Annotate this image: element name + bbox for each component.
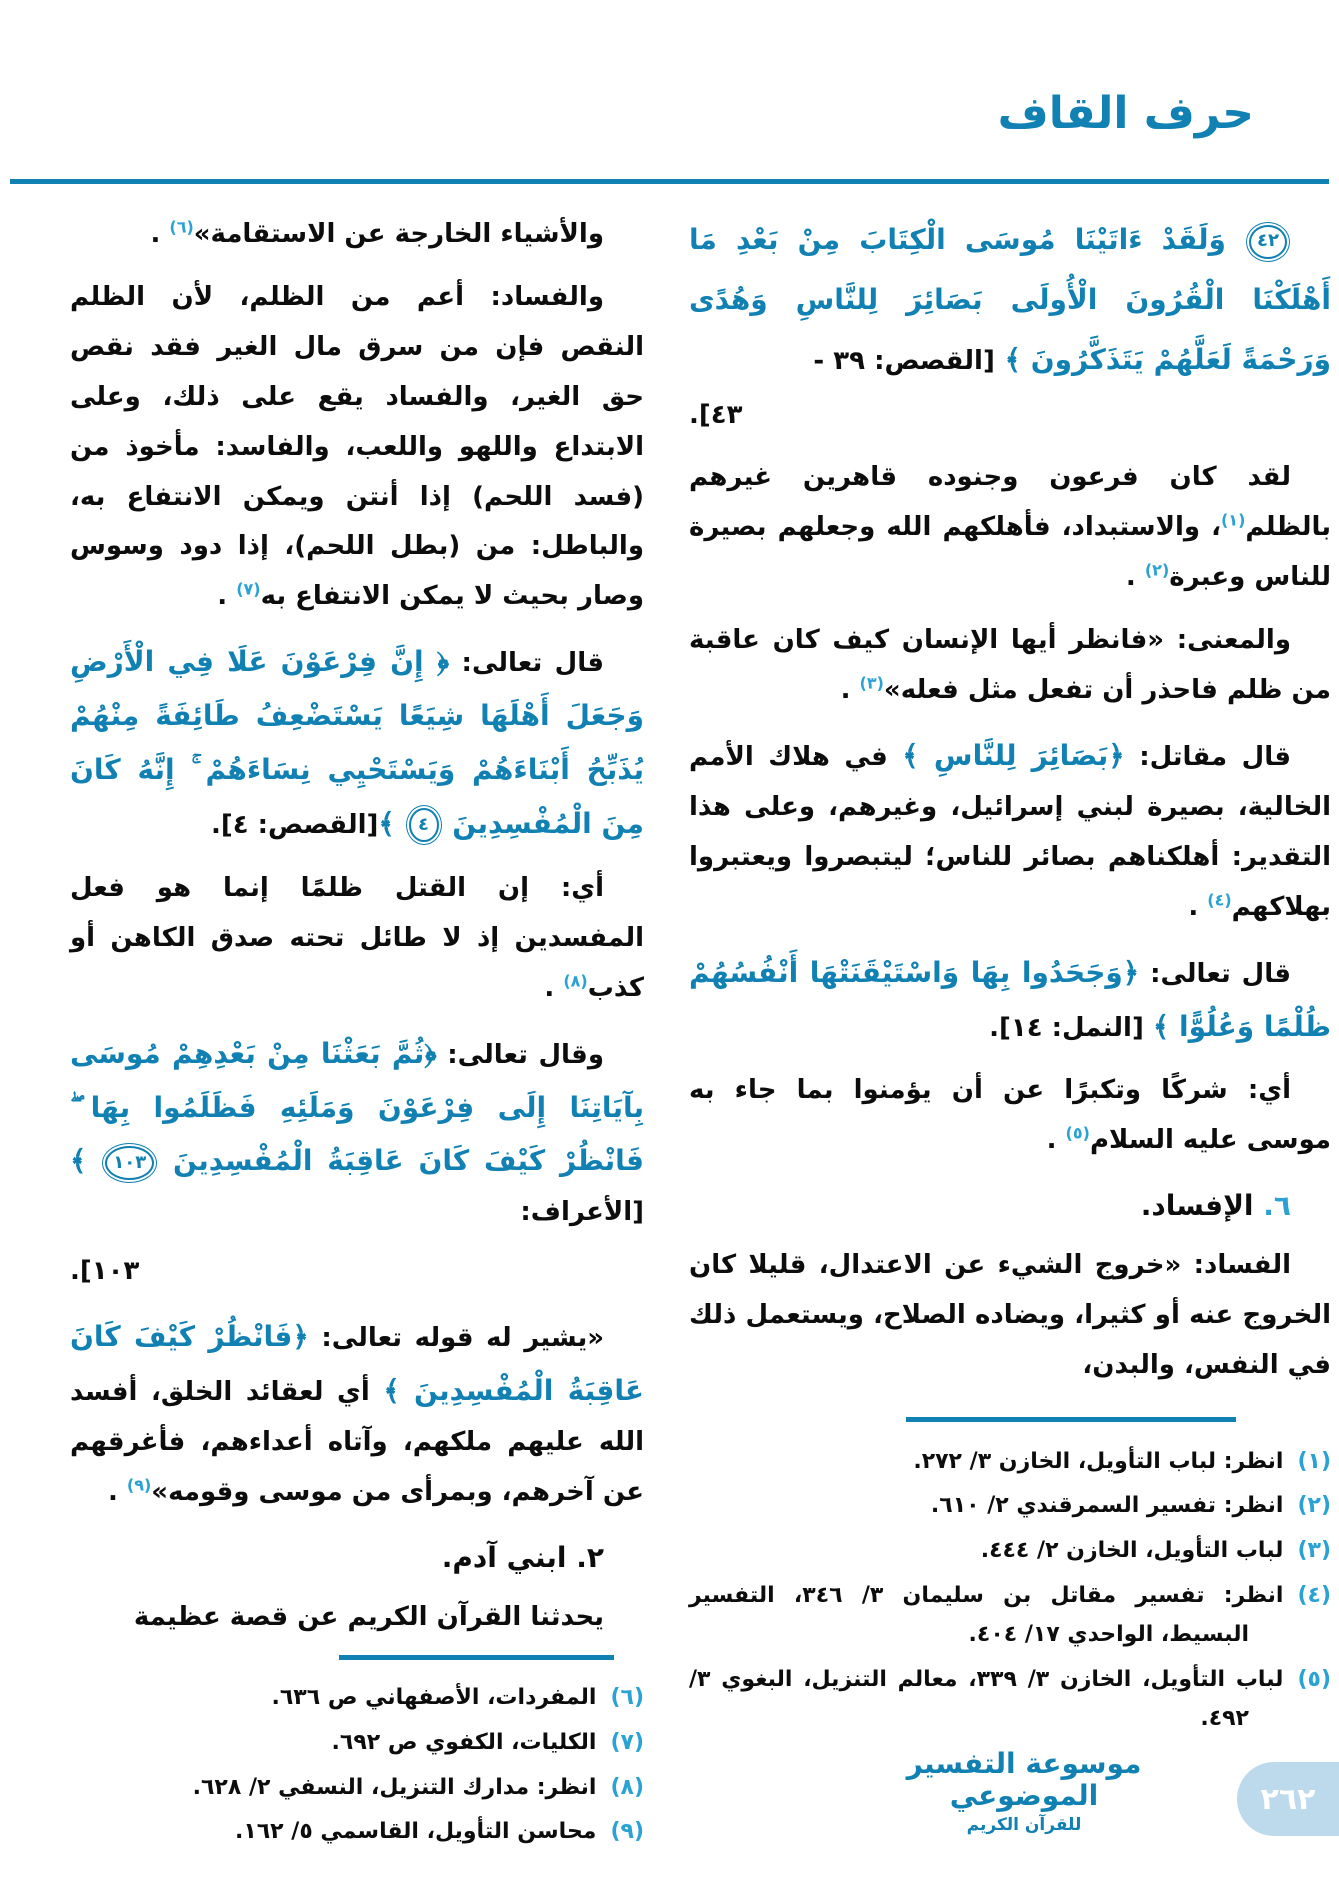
- body-text: .: [1046, 1125, 1066, 1156]
- column-left: [70, 210, 644, 1857]
- footnote: [689, 1660, 1331, 1739]
- body-text: في هلاك الأمم الخالية، بصيرة لبني إسرائيل، وغيرهم، وعلى هذا التقدير: أهلكناهم بصائر للناس؛ ليتبصروا ويعتبروا بهلاكهم: [689, 742, 1331, 922]
- body-text: «يشير له قوله تعالى:: [308, 1323, 605, 1354]
- verse-citation: [القصص: ٤].: [210, 809, 379, 840]
- paragraph: [689, 210, 1331, 391]
- footnote-ref: (٦): [169, 217, 194, 237]
- footnote-ref: (١): [1220, 510, 1246, 530]
- chapter-title: حرف القاف: [997, 88, 1254, 139]
- body-text: .: [544, 972, 564, 1003]
- footnote-ref: (٩): [126, 1475, 152, 1495]
- paragraph: [689, 616, 1331, 716]
- footnote-text: انظر: تفسير مقاتل بن سليمان ٣/ ٣٤٦، التفسير البسيط، الواحدي ١٧/ ٤٠٤.: [689, 1582, 1284, 1648]
- paragraph: [689, 729, 1331, 933]
- ayah-number-badge: ١٠٣: [105, 1146, 154, 1180]
- heading-number: ٦.: [1263, 1189, 1291, 1223]
- footnote-number: (١): [1297, 1448, 1331, 1474]
- footnote-ref: (٣): [859, 673, 884, 693]
- footnote: [689, 1576, 1331, 1655]
- page-number: ٢٦٢: [1260, 1781, 1316, 1817]
- footnote-text: المفردات، الأصفهاني ص ٦٣٦.: [271, 1685, 597, 1711]
- footnote-number: (٤): [1297, 1582, 1331, 1608]
- body-text: الإفساد.: [1140, 1189, 1264, 1223]
- body-text: .: [840, 675, 860, 706]
- section-heading: [70, 1531, 644, 1585]
- body-text: قال تعالى:: [449, 648, 604, 679]
- footnote-text: لباب التأويل، الخازن ٣/ ٣٣٩، معالم التنزيل، البغوي ٣/ ٤٩٢.: [689, 1666, 1284, 1732]
- verse-citation: ٤٣].: [689, 399, 743, 430]
- paragraph: [689, 453, 1331, 603]
- paragraph: [689, 1241, 1331, 1391]
- ayah-number-badge: ٤٢: [1249, 225, 1287, 259]
- body-text: .: [107, 1476, 127, 1507]
- footnote-text: انظر: مدارك التنزيل، النسفي ٢/ ٦٢٨.: [192, 1774, 597, 1800]
- footnote-number: (٦): [610, 1685, 644, 1711]
- column-right: [689, 210, 1331, 1744]
- paragraph: [70, 1593, 644, 1643]
- footnote-number: (٣): [1297, 1537, 1331, 1563]
- footnote-ref: (٧): [236, 579, 261, 599]
- publisher-logo-subtitle: للقرآن الكريم: [966, 1815, 1082, 1836]
- footnote-text: الكليات، الكفوي ص ٦٩٢.: [331, 1730, 597, 1755]
- footnote-separator: [339, 1655, 614, 1660]
- paragraph: [689, 391, 1331, 441]
- footnote-number: (٥): [1297, 1666, 1331, 1692]
- column-right-footnotes: [689, 1442, 1331, 1739]
- footnote-number: (٨): [610, 1774, 644, 1800]
- paragraph: [689, 946, 1331, 1054]
- body-text: والأشياء الخارجة عن الاستقامة»: [193, 219, 604, 249]
- footnote: [689, 1486, 1331, 1526]
- body-text: وقال تعالى:: [436, 1039, 604, 1070]
- body-text: أي: شركًا وتكبرًا عن أن يؤمنوا بما جاء به موسى عليه السلام: [689, 1075, 1331, 1156]
- footnote-text: محاسن التأويل، القاسمي ٥/ ١٦٢.: [234, 1819, 597, 1845]
- publisher-logo-title: موسوعة التفسير الموضوعي: [906, 1747, 1142, 1813]
- body-text: قال تعالى:: [1139, 958, 1291, 989]
- verse-citation: [النمل: ١٤].: [989, 1012, 1153, 1043]
- body-text: والفساد: أعم من الظلم، لأن الظلم النقص فإن من سرق مال الغير فقد نقص حق الغير، والفساد يقع على ذلك، وعلى الابتداع واللهو واللعب، والفاسد: مأخوذ من (فسد اللحم) إذا أنتن ويمكن الانتفاع به، والباطل: من (بطل اللحم)، إذا دود وسوس وصار بحيث لا يمكن الانتفاع به: [70, 281, 644, 612]
- verse-citation: [القصص: ٣٩ -: [813, 346, 995, 377]
- footnote-ref: (٨): [563, 971, 588, 991]
- footnote: [70, 1768, 644, 1808]
- body-text: يحدثنا القرآن الكريم عن قصة عظيمة: [133, 1601, 604, 1632]
- publisher-logo: [899, 1748, 1149, 1836]
- paragraph: [70, 635, 644, 851]
- body-text: أي: إن القتل ظلمًا إنما هو فعل المفسدين إذ لا طائل تحته صدق الكاهن أو كذب: [70, 872, 644, 1003]
- paragraph: [70, 1247, 644, 1297]
- paragraph: [689, 1066, 1331, 1166]
- quran-verse: وَلَقَدْ ءَاتَيْنَا مُوسَى الْكِتَابَ مِنْ بَعْدِ مَا أَهْلَكْنَا الْقُرُونَ الْأُولَى بَصَائِرَ لِلنَّاسِ وَهُدًى وَرَحْمَةً لَعَلَّهُمْ يَتَذَكَّرُونَ ﴾: [689, 223, 1331, 377]
- footnote-ref: (٢): [1144, 560, 1170, 580]
- paragraph: [70, 1027, 644, 1239]
- footnote: [70, 1723, 644, 1763]
- footnote-text: لباب التأويل، الخازن ٢/ ٤٤٤.: [980, 1537, 1284, 1563]
- footnote: [689, 1531, 1331, 1571]
- footnote-number: (٩): [610, 1819, 644, 1845]
- quran-verse: ﴿ثُمَّ بَعَثْنَا مِنْ بَعْدِهِمْ مُوسَى بِآيَاتِنَا إِلَى فِرْعَوْنَ وَمَلَئِهِ فَظَلَمُوا بِهَا ۖ فَانْظُرْ كَيْفَ كَانَ عَاقِبَةُ الْمُفْسِدِينَ: [70, 1036, 644, 1178]
- column-left-footnotes: [70, 1678, 644, 1851]
- section-heading: [689, 1179, 1331, 1233]
- paragraph: [70, 1310, 644, 1518]
- body-text: قال مقاتل:: [1124, 742, 1292, 772]
- footnote-text: انظر: تفسير السمرقندي ٢/ ٦١٠.: [930, 1493, 1284, 1519]
- body-text: الفساد: «خروج الشيء عن الاعتدال، قليلا كان الخروج عنه أو كثيرا، ويضاده الصلاح، ويستعمل ذلك في النفس، والبدن،: [689, 1250, 1331, 1380]
- verse-citation: [الأعراف:: [520, 1197, 644, 1228]
- paragraph: [70, 273, 644, 622]
- body-text: أي لعقائد الخلق، أفسد الله عليهم ملكهم، وآتاه أعداءهم، فأغرقهم عن آخرهم، وبمرأى من موسى وقومه»: [70, 1377, 644, 1507]
- column-left-paragraphs: [70, 210, 644, 1642]
- footnote-number: (٢): [1297, 1493, 1331, 1519]
- quran-verse: ﴿بَصَائِرَ لِلنَّاسِ ﴾: [902, 739, 1125, 772]
- paragraph: [70, 864, 644, 1014]
- ayah-number-badge: ٤: [409, 808, 439, 842]
- page-number-pill: [1237, 1762, 1339, 1836]
- body-text: .: [217, 581, 237, 612]
- quran-verse: ﴿ إِنَّ فِرْعَوْنَ عَلَا فِي الْأَرْضِ وَجَعَلَ أَهْلَهَا شِيَعًا يَسْتَضْعِفُ طَائِفَةً مِنْهُمْ يُذَبِّحُ أَبْنَاءَهُمْ وَيَسْتَحْيِي نِسَاءَهُمْ ۚ إِنَّهُ كَانَ مِنَ الْمُفْسِدِينَ: [70, 645, 644, 840]
- footnote-ref: (٥): [1065, 1123, 1090, 1143]
- quran-verse: ﴾: [378, 806, 405, 840]
- body-text: لقد كان فرعون وجنوده قاهرين غيرهم بالظلم: [689, 462, 1331, 543]
- body-text: ٢. ابني آدم.: [441, 1540, 604, 1574]
- body-text: .: [150, 219, 170, 249]
- footnote: [689, 1442, 1331, 1482]
- body-text: .: [1188, 891, 1208, 922]
- footnote: [70, 1678, 644, 1718]
- quran-verse: ﴾: [70, 1144, 102, 1178]
- body-text: ، والاستبداد، فأهلكهم الله وجعلهم بصيرة للناس وعبرة: [689, 512, 1331, 593]
- body-text: والمعنى: «فانظر أيها الإنسان كيف كان عاقبة من ظلم فاحذر أن تفعل مثل فعله»: [689, 625, 1331, 706]
- quran-verse: ﴿وَجَحَدُوا بِهَا وَاسْتَيْقَنَتْهَا أَنْفُسُهُمْ ظُلْمًا وَعُلُوًّا ﴾: [689, 955, 1331, 1043]
- verse-citation: ١٠٣].: [70, 1256, 140, 1287]
- paragraph: [70, 210, 644, 260]
- footnote-ref: (٤): [1207, 890, 1232, 910]
- footnote-number: (٧): [610, 1730, 644, 1755]
- header-divider: [10, 179, 1329, 184]
- body-text: .: [1125, 562, 1145, 593]
- footnote: [70, 1812, 644, 1852]
- footnote-separator: [906, 1417, 1236, 1422]
- quran-verse: ﴿فَانْظُرْ كَيْفَ كَانَ عَاقِبَةُ الْمُفْسِدِينَ ﴾: [70, 1320, 644, 1408]
- footnote-text: انظر: لباب التأويل، الخازن ٣/ ٢٧٢.: [913, 1448, 1284, 1474]
- column-right-paragraphs: [689, 210, 1331, 1391]
